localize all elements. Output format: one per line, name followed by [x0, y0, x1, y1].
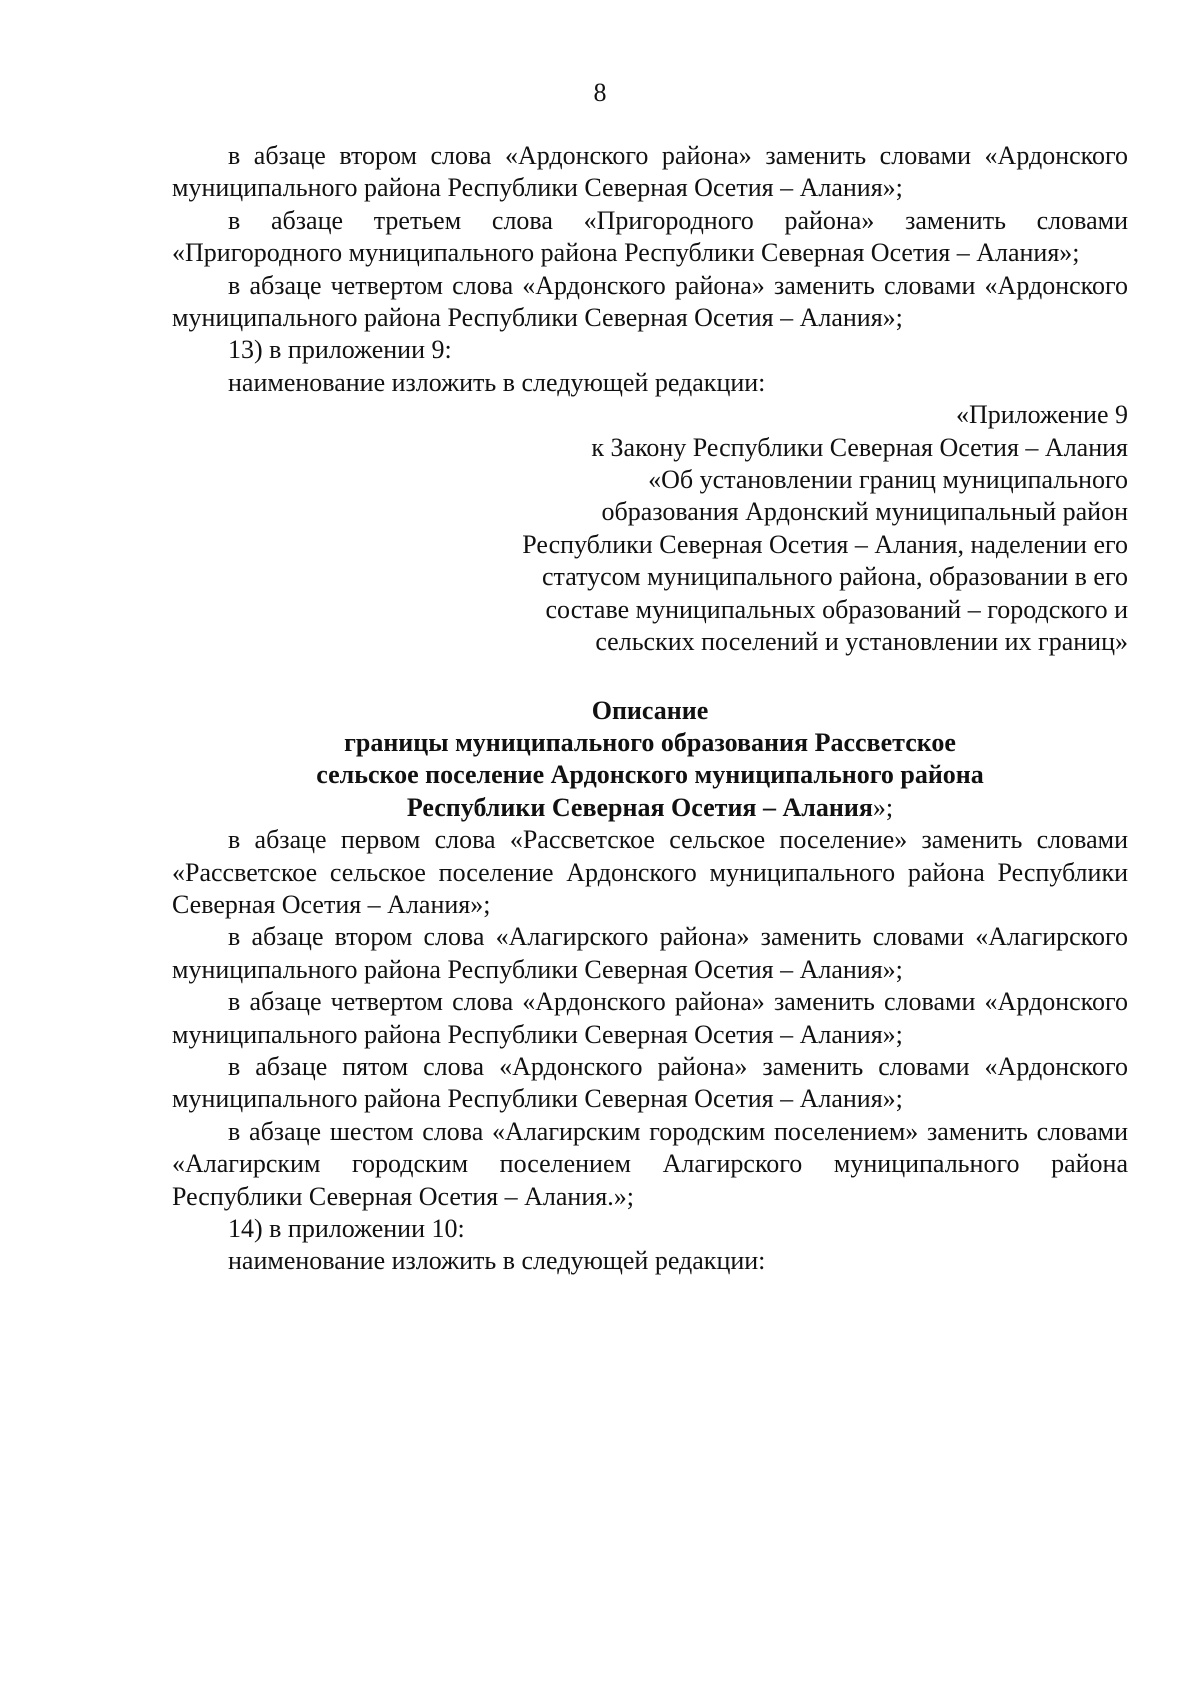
amendment-paragraph: в абзаце шестом слова «Алагирским городским поселением» заменить словами «Алагирским городским поселением Алагирского муниципального района Республики Северная Осетия – Алания.»;	[172, 1116, 1128, 1211]
amendment-paragraph: в абзаце пятом слова «Ардонского района» заменить словами «Ардонского муниципального района Республики Северная Осетия – Алания»;	[172, 1051, 1128, 1114]
appendix-header-line: образования Ардонский муниципальный район	[601, 497, 1128, 527]
appendix-header-line: сельских поселений и установлении их границ»	[595, 627, 1128, 657]
appendix-header-line: «Приложение 9	[955, 400, 1128, 430]
section-title-line: границы муниципального образования Рассветское	[344, 727, 956, 757]
amendment-paragraph: в абзаце втором слова «Алагирского района» заменить словами «Алагирского муниципального района Республики Северная Осетия – Алания»;	[172, 922, 1128, 984]
amendment-paragraph: в абзаце четвертом слова «Ардонского района» заменить словами «Ардонского муниципального района Республики Северная Осетия – Алания»;	[172, 270, 1128, 333]
item-13-heading: 13) в приложении 9:	[228, 335, 452, 365]
page-number: 8	[593, 78, 607, 107]
naming-instruction: наименование изложить в следующей редакции:	[228, 1246, 766, 1276]
section-title	[172, 695, 1128, 825]
amendment-paragraph: в абзаце четвертом слова «Ардонского района» заменить словами «Ардонского муниципального района Республики Северная Осетия – Алания»;	[172, 987, 1128, 1049]
section-title-last-tail: »;	[872, 792, 894, 822]
amendment-paragraph: в абзаце втором слова «Ардонского района» заменить словами «Ардонского муниципального района Республики Северная Осетия – Алания»;	[172, 141, 1128, 203]
section-title-line: Описание	[591, 695, 709, 725]
amendment-paragraph: в абзаце третьем слова «Пригородного района» заменить словами «Пригородного муниципального района Республики Северная Осетия – Алания»;	[172, 205, 1128, 268]
section-title-line-last	[172, 792, 1128, 824]
amendment-paragraph: в абзаце первом слова «Рассветское сельское поселение» заменить словами «Рассветское сельское поселение Ардонского муниципального района Республики Северная Осетия – Алания»;	[172, 825, 1128, 919]
appendix-header-line: статусом муниципального района, образовании в его	[541, 562, 1128, 592]
appendix-header	[172, 399, 1128, 658]
item-14-heading: 14) в приложении 10:	[228, 1214, 465, 1243]
document-body	[172, 140, 1128, 1278]
section-title-line: сельское поселение Ардонского муниципального района	[316, 760, 984, 790]
naming-instruction: наименование изложить в следующей редакции:	[228, 367, 766, 397]
appendix-header-line: «Об установлении границ муниципального	[648, 465, 1128, 495]
appendix-header-line: составе муниципальных образований – городского и	[545, 594, 1128, 624]
appendix-header-line: к Закону Республики Северная Осетия – Алания	[591, 432, 1128, 462]
appendix-header-line: Республики Северная Осетия – Алания, наделении его	[522, 529, 1128, 559]
section-title-last-bold: Республики Северная Осетия – Алания	[406, 792, 873, 822]
